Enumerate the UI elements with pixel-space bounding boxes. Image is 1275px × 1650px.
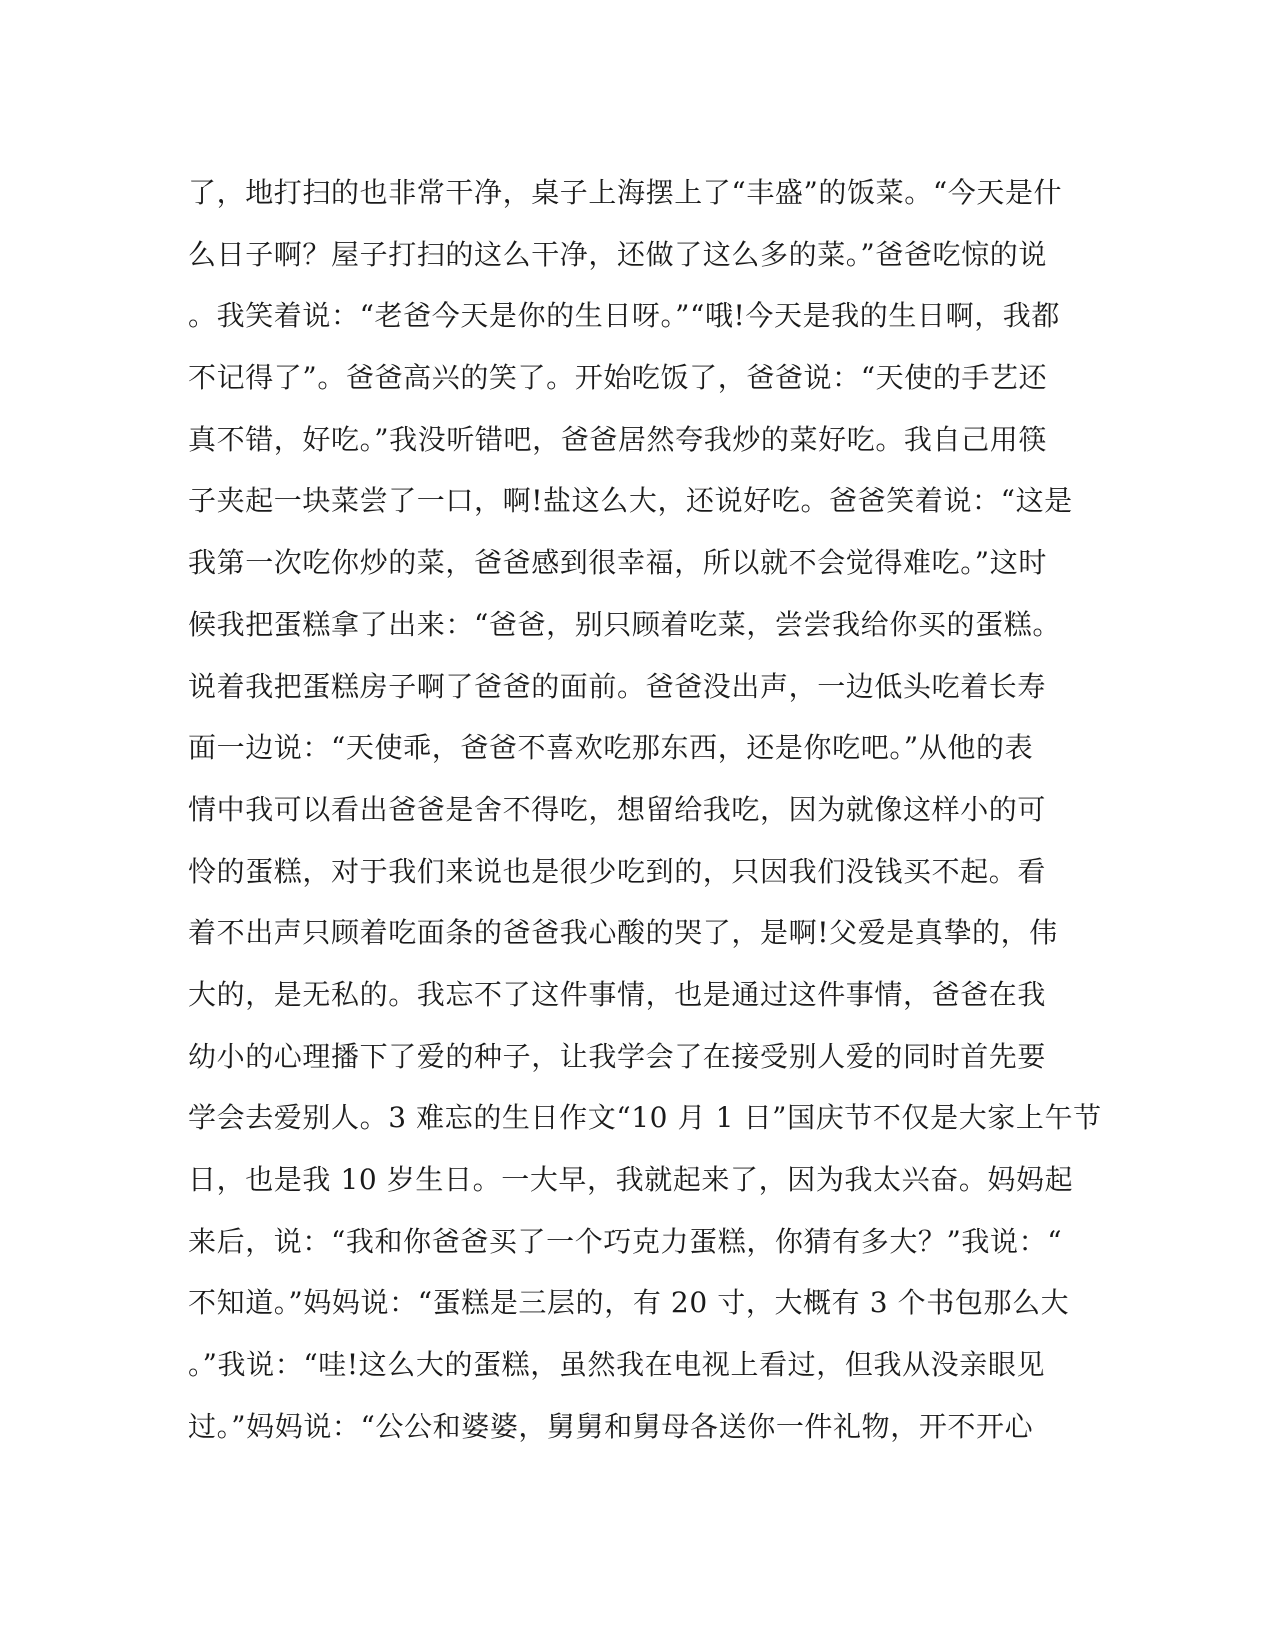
text-line: 我第一次吃你炒的菜，爸爸感到很幸福，所以就不会觉得难吃。”这时 — [188, 546, 1047, 580]
text-line: 子夹起一块菜尝了一口，啊!盐这么大，还说好吃。爸爸笑着说：“这是 — [188, 484, 1073, 518]
text-line: 么日子啊？屋子打扫的这么干净，还做了这么多的菜。”爸爸吃惊的说 — [188, 237, 1047, 271]
text-line: 不知道。”妈妈说：“蛋糕是三层的，有 20 寸，大概有 3 个书包那么大 — [188, 1286, 1070, 1320]
text-line: 来后，说：“我和你爸爸买了一个巧克力蛋糕，你猜有多大？”我说：“ — [188, 1224, 1063, 1258]
text-line: 情中我可以看出爸爸是舍不得吃，想留给我吃，因为就像这样小的可 — [188, 792, 1047, 826]
text-line: 面一边说：“天使乖，爸爸不喜欢吃那东西，还是你吃吧。”从他的表 — [188, 731, 1034, 765]
text-line: 说着我把蛋糕房子啊了爸爸的面前。爸爸没出声，一边低头吃着长寿 — [188, 669, 1047, 703]
text-line: 过。”妈妈说：“公公和婆婆，舅舅和舅母各送你一件礼物，开不开心 — [188, 1409, 1034, 1443]
text-line: 着不出声只顾着吃面条的爸爸我心酸的哭了，是啊!父爱是真挚的，伟 — [188, 916, 1058, 950]
text-line: 日，也是我 10 岁生日。一大早，我就起来了，因为我太兴奋。妈妈起 — [188, 1163, 1074, 1196]
text-line: 学会去爱别人。3 难忘的生日作文“10 月 1 日”国庆节不仅是大家上午节 — [188, 1101, 1102, 1135]
body-text — [188, 162, 1102, 1457]
text-line: 不记得了”。爸爸高兴的笑了。开始吃饭了，爸爸说：“天使的手艺还 — [188, 361, 1048, 395]
text-line: 候我把蛋糕拿了出来：“爸爸，别只顾着吃菜，尝尝我给你买的蛋糕。 — [188, 607, 1061, 641]
text-line: 。”我说：“哇!这么大的蛋糕，虽然我在电视上看过，但我从没亲眼见 — [188, 1348, 1046, 1382]
text-line: 。我笑着说：“老爸今天是你的生日呀。”“哦!今天是我的生日啊，我都 — [188, 299, 1060, 333]
text-line: 了，地打扫的也非常干净，桌子上海摆上了“丰盛”的饭菜。“今天是什 — [188, 176, 1063, 209]
text-line: 真不错，好吃。”我没听错吧，爸爸居然夸我炒的菜好吃。我自己用筷 — [188, 422, 1047, 456]
text-line: 幼小的心理播下了爱的种子，让我学会了在接受别人爱的同时首先要 — [188, 1039, 1047, 1073]
text-line: 怜的蛋糕，对于我们来说也是很少吃到的，只因我们没钱买不起。看 — [188, 854, 1047, 888]
text-line: 大的，是无私的。我忘不了这件事情，也是通过这件事情，爸爸在我 — [188, 977, 1047, 1011]
